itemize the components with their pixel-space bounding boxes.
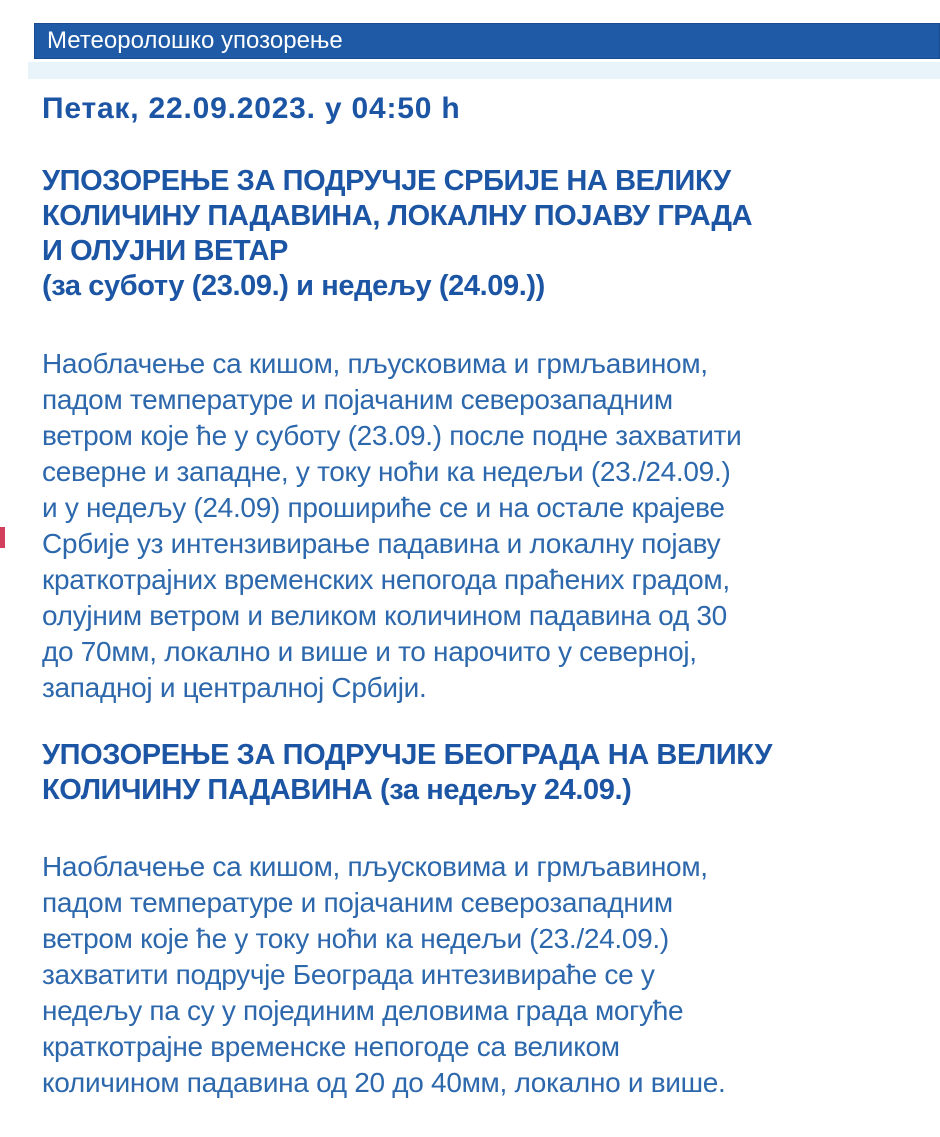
heading-line: КОЛИЧИНУ ПАДАВИНА (за недељу 24.09.)	[42, 774, 632, 806]
section-header-title: Метеоролошко упозорење	[47, 27, 343, 54]
heading-line: КОЛИЧИНУ ПАДАВИНА, ЛОКАЛНУ ПОЈАВУ ГРАДА	[42, 200, 753, 232]
text-line: ветром које ће у суботу (23.09.) после подне захватити	[42, 420, 742, 451]
text-line: захватити подручје Београда интезивираће се у	[42, 959, 655, 990]
heading-line: УПОЗОРЕЊЕ ЗА ПОДРУЧЈЕ БЕОГРАДА НА ВЕЛИКУ	[42, 739, 772, 771]
warning-bulletin	[42, 94, 934, 1101]
heading-line: УПОЗОРЕЊЕ ЗА ПОДРУЧЈЕ СРБИЈЕ НА ВЕЛИКУ	[42, 165, 731, 197]
text-line: краткотрајне временске непогоде са великом	[42, 1031, 620, 1062]
warning-text-belgrade	[42, 849, 934, 1101]
text-line: до 70мм, локално и више и то нарочито у северној,	[42, 636, 697, 667]
header-substrip	[28, 62, 940, 79]
heading-line: И ОЛУЈНИ ВЕТАР	[42, 235, 288, 267]
text-line: западној и централној Србији.	[42, 672, 427, 703]
left-edge-red-marker	[0, 527, 5, 548]
text-line: Наоблачење са кишом, пљусковима и грмљавином,	[42, 348, 708, 379]
text-line: олујним ветром и великом количином падавина од 30	[42, 600, 727, 631]
section-header-bar	[34, 23, 940, 59]
heading-line: (за суботу (23.09.) и недељу (24.09.))	[42, 270, 545, 302]
text-line: падом температуре и појачаним северозападним	[42, 887, 673, 918]
text-line: Србије уз интензивирање падавина и локалну појаву	[42, 528, 721, 559]
text-line: падом температуре и појачаним северозападним	[42, 384, 673, 415]
text-line: краткотрајних временских непогода праћених градом,	[42, 564, 730, 595]
warning-text-serbia	[42, 346, 934, 706]
text-line: количином падавина од 20 до 40мм, локално и више.	[42, 1067, 726, 1098]
warning-heading-belgrade	[42, 738, 934, 808]
text-line: ветром које ће у току ноћи ка недељи (23./24.09.)	[42, 923, 669, 954]
text-line: северне и западне, у току ноћи ка недељи (23./24.09.)	[42, 456, 731, 487]
warning-heading-serbia	[42, 164, 934, 304]
text-line: Наоблачење са кишом, пљусковима и грмљавином,	[42, 851, 708, 882]
text-line: и у недељу (24.09) прошириће се и на остале крајеве	[42, 492, 725, 523]
issued-datetime: Петак, 22.09.2023. у 04:50 h	[42, 92, 461, 125]
text-line: недељу па су у појединим деловима града могуће	[42, 995, 684, 1026]
